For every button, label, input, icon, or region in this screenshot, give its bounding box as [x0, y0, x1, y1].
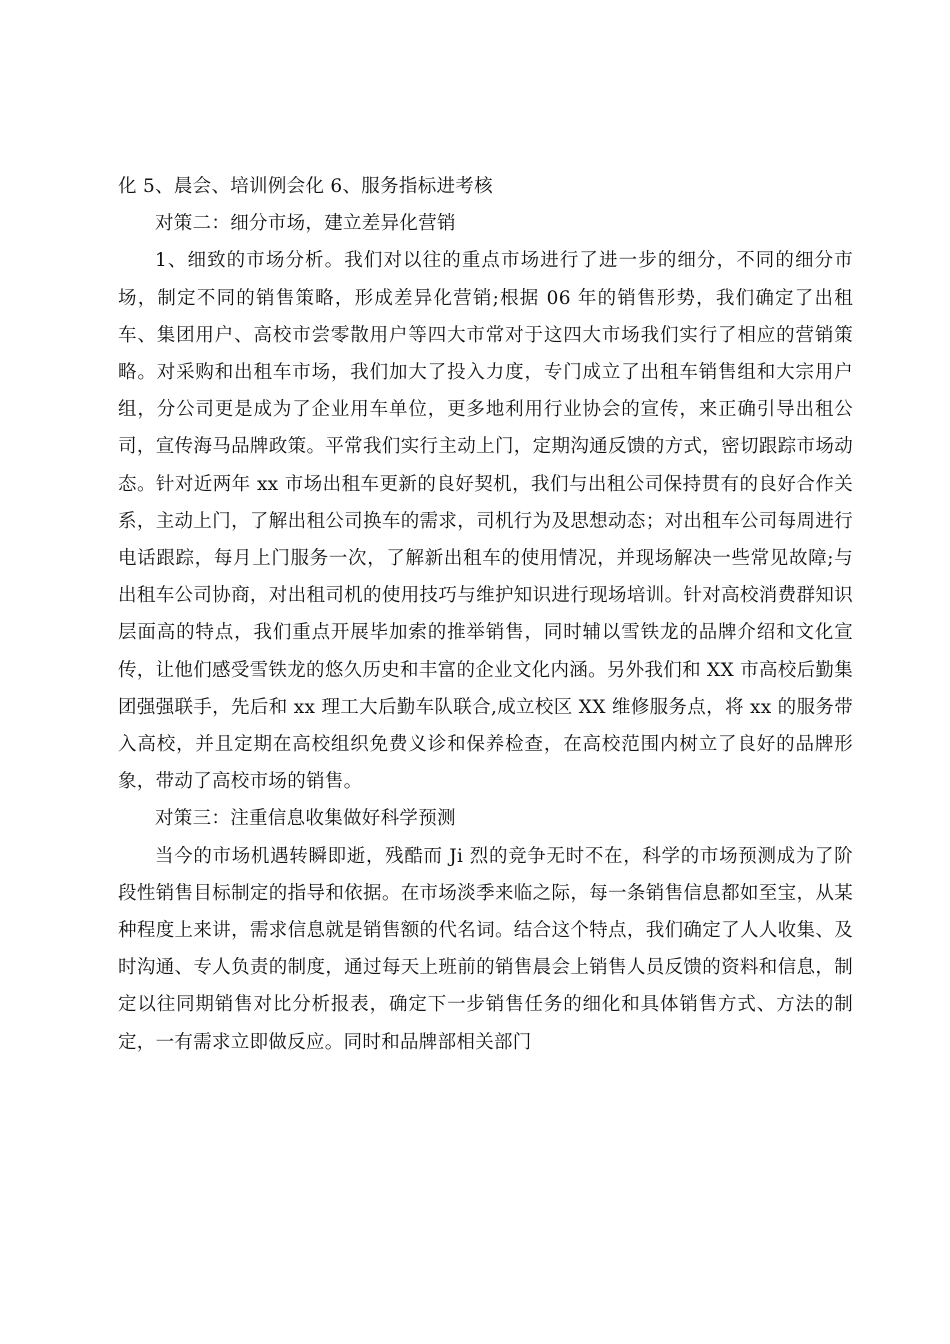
- heading-strategy-three: 对策三：注重信息收集做好科学预测: [155, 808, 456, 830]
- heading-strategy-two: 对策二：细分市场，建立差异化营销: [155, 213, 456, 235]
- paragraph-market-analysis: 1、细致的市场分析。我们对以往的重点市场进行了进一步的细分，不同的细分市场，制定不同的销售策略，形成差异化营销;根据 06 年的销售形势，我们确定了出租车、集团用户、高校市尝零散用户等四大市常对于这四大市场我们实行了相应的营销策略。对采购和出租车市场，我们加大了投入力度，专门成立了出租车销售组和大宗用户组，分公司更是成为了企业用车单位，更多地利用行业协会的宣传，来正确引导出租公司，宣传海马品牌政策。平常我们实行主动上门，定期沟通反馈的方式，密切跟踪市场动态。针对近两年 xx 市场出租车更新的良好契机，我们与出租公司保持贯有的良好合作关系，主动上门，了解出租公司换车的需求，司机行为及思想动态；对出租车公司每周进行电话跟踪，每月上门服务一次，了解新出租车的使用情况，并现场解决一些常见故障;与出租车公司协商，对出租司机的使用技巧与维护知识进行现场培训。针对高校消费群知识层面高的特点，我们重点开展毕加索的推举销售，同时辅以雪铁龙的品牌介绍和文化宣传，让他们感受雪铁龙的悠久历史和丰富的企业文化内涵。另外我们和 XX 市高校后勤集团强强联手，先后和 xx 理工大后勤车队联合,成立校区 XX 维修服务点，将 xx 的服务带入高校，并且定期在高校组织免费义诊和保养检查，在高校范围内树立了良好的品牌形象，带动了高校市场的销售。: [118, 250, 853, 793]
- paragraph-information-collection: 当今的市场机遇转瞬即逝，残酷而 Ji 烈的竞争无时不在，科学的市场预测成为了阶段性销售目标制定的指导和依据。在市场淡季来临之际，每一条销售信息都如至宝，从某种程度上来讲，需求信息就是销售额的代名词。结合这个特点，我们确定了人人收集、及时沟通、专人负责的制度，通过每天上班前的销售晨会上销售人员反馈的资料和信息，制定以往同期销售对比分析报表，确定下一步销售任务的细化和具体销售方式、方法的制定，一有需求立即做反应。同时和品牌部相关部门: [118, 845, 853, 1053]
- paragraph-continuation: 化 5、晨会、培训例会化 6、服务指标进考核: [118, 176, 493, 197]
- document-body: [118, 168, 853, 1061]
